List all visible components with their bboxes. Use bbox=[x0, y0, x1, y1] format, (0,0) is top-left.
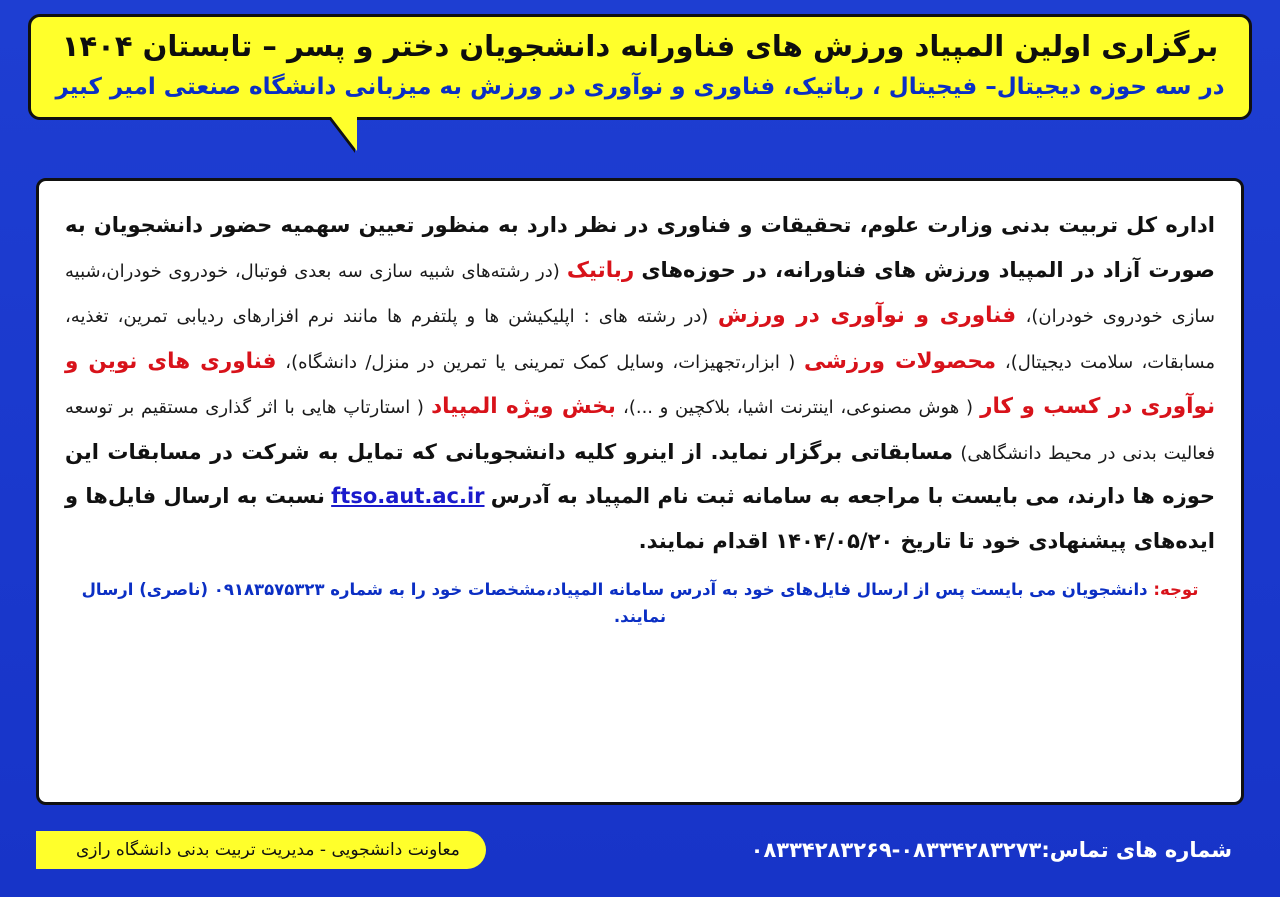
attention-note-text: دانشجویان می بایست پس از ارسال فایل‌های خود به آدرس سامانه المپیاد،مشخصات خود را به شماره ۰۹۱۸۳۵۷۵۳۲۳ (ناصری) ارسال نمایند. bbox=[81, 580, 1148, 626]
keyword-sport-products: محصولات ورزشی bbox=[803, 348, 997, 374]
keyword-robotics: رباتیک bbox=[566, 257, 635, 283]
attention-note-label: توجه: bbox=[1153, 580, 1199, 600]
poster-title: برگزاری اولین المپیاد ورزش های فناورانه دانشجویان دختر و پسر – تابستان ۱۴۰۴ bbox=[61, 29, 1219, 63]
keyword-special-section: بخش ویژه المپیاد bbox=[431, 394, 616, 420]
footer-contact-label: شماره های تماس: bbox=[1041, 838, 1232, 862]
attention-note bbox=[65, 577, 1215, 630]
header-banner bbox=[28, 14, 1252, 120]
announcement-card bbox=[36, 178, 1244, 805]
registration-link[interactable]: ftso.aut.ac.ir bbox=[331, 484, 485, 509]
footer-organization: معاونت دانشجویی - مدیریت تربیت بدنی دانشگاه رازی bbox=[36, 831, 486, 869]
announcement-segment-3: (در رشته های : اپلیکیشن ها و پلتفرم ها مانند نرم افزارهای ردیابی تمرین، تغذیه، مسابقات، سلامت دیجیتال)، bbox=[65, 306, 1216, 373]
announcement-segment-6: ( استارتاپ هایی با اثر گذاری مستقیم بر توسعه فعالیت بدنی در محیط دانشگاهی) bbox=[65, 397, 1215, 464]
footer-contact bbox=[751, 838, 1244, 862]
announcement-segment-8: نسبت به ارسال فایل‌ها و ایده‌های پیشنهادی خود تا تاریخ ۱۴۰۴/۰۵/۲۰ اقدام نمایند. bbox=[65, 484, 1215, 553]
announcement-segment-7: مسابقاتی برگزار نماید. از اینرو کلیه دانشجویانی که تمایل به شرکت در مسابقات این حوزه ها دارند، می بایست با مراجعه به سامانه ثبت نام المپیاد به آدرس bbox=[65, 439, 1216, 509]
announcement-segment-2: (در رشته‌های شبیه سازی سه بعدی فوتبال، خودروی خودران،شبیه سازی خودروی خودران)، bbox=[65, 260, 1215, 328]
poster-subtitle: در سه حوزه دیجیتال– فیجیتال ، رباتیک، فناوری و نوآوری در ورزش به میزبانی دانشگاه صنعتی امیر کبیر bbox=[55, 74, 1225, 101]
footer-phone-numbers: ۰۸۳۳۴۲۸۳۲۶۹-۰۸۳۳۴۲۸۳۲۷۳ bbox=[750, 838, 1042, 862]
announcement-segment-4: ( ابزار،تجهیزات، وسایل کمک تمرینی یا تمرین در منزل/ دانشگاه)، bbox=[285, 351, 796, 373]
footer bbox=[36, 819, 1244, 881]
announcement-paragraph bbox=[65, 203, 1215, 563]
banner-tail-shape bbox=[331, 117, 357, 151]
keyword-sport-tech-innovation: فناوری و نوآوری در ورزش bbox=[717, 303, 1017, 329]
announcement-segment-1: اداره کل تربیت بدنی وزارت علوم، تحقیقات و فناوری در نظر دارد به منظور تعیین سهمیه حضور دانشجویان به صورت آزاد در المپیاد ورزش های فناورانه، در حوزه‌های bbox=[65, 213, 1215, 282]
keyword-new-tech-business: فناوری های نوین و نوآوری در کسب و کار bbox=[65, 348, 1216, 420]
footer-org-wrap bbox=[36, 819, 486, 881]
announcement-segment-5: ( هوش مصنوعی، اینترنت اشیا، بلاکچین و ...)، bbox=[623, 397, 973, 419]
